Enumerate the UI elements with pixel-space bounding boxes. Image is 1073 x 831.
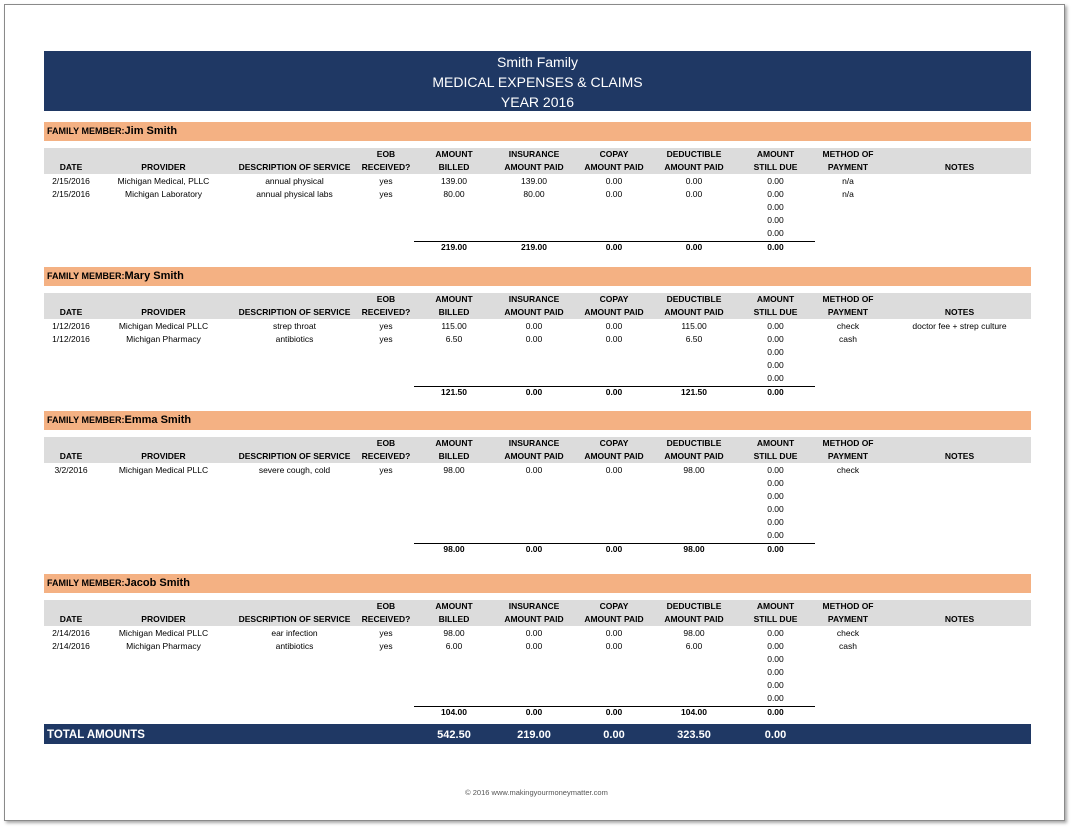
cell-copay: 0.00 — [605, 628, 623, 638]
empty-table-row — [44, 516, 1031, 529]
subtotal-insurance: 0.00 — [525, 544, 543, 554]
subtotal-row — [44, 386, 1031, 399]
cell-date: 1/12/2016 — [52, 334, 90, 344]
col-billed-header-line2: BILLED — [438, 451, 470, 461]
empty-table-row — [44, 214, 1031, 227]
cell-due: 0.00 — [767, 517, 784, 527]
cell-due: 0.00 — [767, 202, 784, 212]
col-copay-header-line2: AMOUNT PAID — [584, 614, 644, 624]
cell-description: strep throat — [273, 321, 316, 331]
cell-due: 0.00 — [767, 667, 784, 677]
cell-billed: 6.00 — [445, 641, 463, 651]
col-eob-header-line2: RECEIVED? — [361, 307, 411, 317]
cell-billed: 115.00 — [441, 321, 467, 331]
grand-total-deductible: 323.50 — [677, 729, 711, 741]
col-due-header-line1: AMOUNT — [756, 294, 795, 304]
cell-due: 0.00 — [767, 373, 784, 383]
col-date-header: DATE — [59, 614, 83, 624]
col-eob-header-line2: RECEIVED? — [361, 162, 411, 172]
table-row — [44, 188, 1031, 201]
empty-table-row — [44, 653, 1031, 666]
col-billed-header-line2: BILLED — [438, 614, 470, 624]
subtotal-copay: 0.00 — [605, 707, 623, 717]
col-billed-header-line1: AMOUNT — [435, 294, 473, 304]
cell-date: 2/15/2016 — [52, 189, 90, 199]
subtotal-insurance: 0.00 — [525, 707, 543, 717]
cell-copay: 0.00 — [605, 641, 623, 651]
empty-table-row — [44, 490, 1031, 503]
family-member-label: FAMILY MEMBER: — [47, 271, 125, 281]
col-deductible-header-line2: AMOUNT PAID — [664, 614, 724, 624]
cell-due: 0.00 — [767, 360, 784, 370]
cell-copay: 0.00 — [605, 176, 623, 186]
cell-insurance: 0.00 — [525, 628, 543, 638]
col-eob-header-line2: RECEIVED? — [361, 614, 411, 624]
cell-due: 0.00 — [767, 176, 784, 186]
cell-provider: Michigan Laboratory — [124, 189, 202, 199]
cell-due: 0.00 — [767, 491, 784, 501]
col-provider-header: PROVIDER — [141, 162, 186, 172]
col-method-header-line2: PAYMENT — [827, 614, 869, 624]
col-copay-header-line2: AMOUNT PAID — [584, 451, 644, 461]
cell-deductible: 0.00 — [685, 176, 703, 186]
col-billed-header-line1: AMOUNT — [435, 149, 473, 159]
subtotal-deductible: 98.00 — [683, 544, 705, 554]
family-member-bar — [44, 411, 1031, 430]
col-due-header-line2: STILL DUE — [753, 162, 798, 172]
grand-total-billed: 542.50 — [437, 729, 471, 741]
subtotal-deductible: 104.00 — [681, 707, 707, 717]
cell-due: 0.00 — [767, 465, 784, 475]
family-member-bar — [44, 122, 1031, 141]
cell-due: 0.00 — [767, 693, 784, 703]
col-method-header-line2: PAYMENT — [827, 162, 869, 172]
subtotal-due: 0.00 — [767, 242, 784, 252]
empty-table-row — [44, 666, 1031, 679]
cell-due: 0.00 — [767, 628, 784, 638]
col-deductible-header-line1: DEDUCTIBLE — [666, 294, 722, 304]
cell-deductible: 6.50 — [685, 334, 703, 344]
cell-insurance: 0.00 — [525, 334, 543, 344]
cell-date: 2/14/2016 — [52, 628, 90, 638]
col-due-header-line1: AMOUNT — [756, 438, 795, 448]
col-eob-header-line1: EOB — [376, 149, 396, 159]
col-billed-header-line2: BILLED — [438, 307, 470, 317]
family-member-bar — [44, 574, 1031, 593]
col-deductible-header-line2: AMOUNT PAID — [664, 451, 724, 461]
col-description-header: DESCRIPTION OF SERVICE — [238, 162, 351, 172]
cell-provider: Michigan Medical PLLC — [118, 628, 209, 638]
col-deductible-header-line1: DEDUCTIBLE — [666, 601, 722, 611]
col-method-header-line1: METHOD OF — [822, 438, 874, 448]
subtotal-deductible: 121.50 — [681, 387, 707, 397]
col-insurance-header-line2: AMOUNT PAID — [504, 307, 564, 317]
cell-notes: doctor fee + strep culture — [912, 321, 1007, 331]
col-eob-header-line1: EOB — [376, 294, 396, 304]
col-due-header-line2: STILL DUE — [753, 307, 798, 317]
col-date-header: DATE — [59, 162, 83, 172]
cell-deductible: 98.00 — [683, 628, 705, 638]
col-deductible-header-line1: DEDUCTIBLE — [666, 438, 722, 448]
col-billed-header-line2: BILLED — [438, 162, 470, 172]
family-member-name: Emma Smith — [124, 414, 192, 426]
col-insurance-header-line1: INSURANCE — [508, 438, 560, 448]
col-method-header-line1: METHOD OF — [822, 294, 874, 304]
cell-description: annual physical labs — [256, 189, 333, 199]
col-date-header: DATE — [59, 307, 83, 317]
col-method-header-line1: METHOD OF — [822, 601, 874, 611]
col-notes-header: NOTES — [944, 451, 975, 461]
cell-due: 0.00 — [767, 504, 784, 514]
cell-method: cash — [839, 641, 857, 651]
empty-table-row — [44, 201, 1031, 214]
cell-insurance: 0.00 — [525, 321, 543, 331]
col-method-header-line2: PAYMENT — [827, 451, 869, 461]
cell-method: check — [836, 321, 860, 331]
cell-description: ear infection — [271, 628, 318, 638]
col-copay-header-line1: COPAY — [599, 294, 629, 304]
empty-table-row — [44, 227, 1031, 240]
cell-insurance: 0.00 — [525, 641, 543, 651]
subtotal-copay: 0.00 — [605, 387, 623, 397]
cell-deductible: 115.00 — [681, 321, 707, 331]
subtotal-copay: 0.00 — [605, 544, 623, 554]
cell-due: 0.00 — [767, 654, 784, 664]
cell-method: check — [836, 465, 860, 475]
cell-billed: 80.00 — [443, 189, 465, 199]
cell-due: 0.00 — [767, 530, 784, 540]
cell-copay: 0.00 — [605, 465, 623, 475]
cell-due: 0.00 — [767, 215, 784, 225]
grand-total-label: TOTAL AMOUNTS — [47, 729, 145, 741]
cell-billed: 98.00 — [443, 628, 465, 638]
col-method-header-line1: METHOD OF — [822, 149, 874, 159]
col-description-header: DESCRIPTION OF SERVICE — [238, 614, 351, 624]
cell-due: 0.00 — [767, 334, 784, 344]
grand-total-insurance: 219.00 — [517, 729, 551, 741]
col-insurance-header-line1: INSURANCE — [508, 149, 560, 159]
cell-copay: 0.00 — [605, 334, 623, 344]
col-copay-header-line2: AMOUNT PAID — [584, 307, 644, 317]
col-description-header: DESCRIPTION OF SERVICE — [238, 307, 351, 317]
col-copay-header-line1: COPAY — [599, 601, 629, 611]
subtotal-billed: 121.50 — [441, 387, 467, 397]
cell-description: severe cough, cold — [258, 465, 331, 475]
cell-method: cash — [839, 334, 857, 344]
cell-provider: Michigan Medical PLLC — [118, 465, 209, 475]
cell-eob: yes — [379, 176, 393, 186]
col-due-header-line1: AMOUNT — [756, 149, 795, 159]
cell-date: 1/12/2016 — [52, 321, 90, 331]
grand-total-copay: 0.00 — [603, 729, 625, 741]
col-eob-header-line2: RECEIVED? — [361, 451, 411, 461]
col-insurance-header-line2: AMOUNT PAID — [504, 162, 564, 172]
grand-total-bar — [44, 724, 1031, 744]
col-insurance-header-line1: INSURANCE — [508, 601, 560, 611]
cell-date: 2/15/2016 — [52, 176, 90, 186]
table-row — [44, 320, 1031, 333]
col-provider-header: PROVIDER — [141, 451, 186, 461]
cell-due: 0.00 — [767, 347, 784, 357]
column-header-row — [44, 437, 1031, 463]
table-row — [44, 464, 1031, 477]
cell-due: 0.00 — [767, 228, 784, 238]
table-row — [44, 640, 1031, 653]
subtotal-deductible: 0.00 — [685, 242, 703, 252]
col-notes-header: NOTES — [944, 307, 975, 317]
report-title: MEDICAL EXPENSES & CLAIMS — [432, 74, 643, 90]
cell-provider: Michigan Pharmacy — [126, 641, 201, 651]
cell-due: 0.00 — [767, 680, 784, 690]
cell-copay: 0.00 — [605, 321, 623, 331]
col-description-header: DESCRIPTION OF SERVICE — [238, 451, 351, 461]
family-member-label: FAMILY MEMBER: — [47, 126, 125, 136]
subtotal-due: 0.00 — [767, 544, 784, 554]
cell-due: 0.00 — [767, 189, 784, 199]
subtotal-billed: 98.00 — [443, 544, 465, 554]
subtotal-row — [44, 241, 1031, 254]
table-row — [44, 627, 1031, 640]
cell-method: n/a — [842, 189, 854, 199]
grand-total-due: 0.00 — [764, 729, 787, 741]
report-year: YEAR 2016 — [500, 94, 575, 110]
col-notes-header: NOTES — [944, 162, 975, 172]
col-provider-header: PROVIDER — [141, 614, 186, 624]
col-due-header-line2: STILL DUE — [753, 614, 798, 624]
cell-description: antibiotics — [275, 334, 314, 344]
col-eob-header-line1: EOB — [376, 601, 396, 611]
copyright-footer: © 2016 www.makingyourmoneymatter.com — [465, 788, 608, 797]
cell-due: 0.00 — [767, 641, 784, 651]
col-billed-header-line1: AMOUNT — [435, 601, 473, 611]
table-row — [44, 175, 1031, 188]
cell-eob: yes — [379, 641, 393, 651]
cell-insurance: 139.00 — [521, 176, 547, 186]
cell-billed: 139.00 — [441, 176, 467, 186]
col-deductible-header-line2: AMOUNT PAID — [664, 307, 724, 317]
col-copay-header-line2: AMOUNT PAID — [584, 162, 644, 172]
column-header-row — [44, 600, 1031, 626]
col-eob-header-line1: EOB — [376, 438, 396, 448]
cell-description: antibiotics — [275, 641, 314, 651]
col-due-header-line2: STILL DUE — [753, 451, 798, 461]
empty-table-row — [44, 477, 1031, 490]
col-billed-header-line1: AMOUNT — [435, 438, 473, 448]
col-insurance-header-line1: INSURANCE — [508, 294, 560, 304]
cell-eob: yes — [379, 334, 393, 344]
cell-date: 3/2/2016 — [54, 465, 88, 475]
cell-description: annual physical — [265, 176, 324, 186]
subtotal-billed: 219.00 — [441, 242, 467, 252]
cell-provider: Michigan Medical PLLC — [118, 321, 209, 331]
col-deductible-header-line2: AMOUNT PAID — [664, 162, 724, 172]
empty-table-row — [44, 359, 1031, 372]
cell-method: n/a — [842, 176, 854, 186]
table-row — [44, 333, 1031, 346]
subtotal-insurance: 0.00 — [525, 387, 543, 397]
cell-method: check — [836, 628, 860, 638]
subtotal-copay: 0.00 — [605, 242, 623, 252]
cell-date: 2/14/2016 — [52, 641, 90, 651]
cell-eob: yes — [379, 465, 393, 475]
subtotal-due: 0.00 — [767, 707, 784, 717]
col-date-header: DATE — [59, 451, 83, 461]
col-copay-header-line1: COPAY — [599, 438, 629, 448]
family-member-label: FAMILY MEMBER: — [47, 578, 125, 588]
empty-table-row — [44, 529, 1031, 542]
col-due-header-line1: AMOUNT — [756, 601, 795, 611]
column-header-row — [44, 148, 1031, 174]
family-member-name: Mary Smith — [124, 270, 184, 282]
family-member-name: Jim Smith — [124, 125, 178, 137]
subtotal-row — [44, 543, 1031, 556]
cell-copay: 0.00 — [605, 189, 623, 199]
empty-table-row — [44, 372, 1031, 385]
cell-provider: Michigan Pharmacy — [126, 334, 201, 344]
cell-due: 0.00 — [767, 321, 784, 331]
cell-billed: 98.00 — [443, 465, 465, 475]
subtotal-billed: 104.00 — [441, 707, 467, 717]
cell-provider: Michigan Medical, PLLC — [117, 176, 210, 186]
subtotal-insurance: 219.00 — [521, 242, 547, 252]
empty-table-row — [44, 679, 1031, 692]
col-insurance-header-line2: AMOUNT PAID — [504, 451, 564, 461]
family-member-bar — [44, 267, 1031, 286]
family-name-title: Smith Family — [497, 54, 578, 70]
col-insurance-header-line2: AMOUNT PAID — [504, 614, 564, 624]
empty-table-row — [44, 692, 1031, 705]
cell-deductible: 0.00 — [685, 189, 703, 199]
subtotal-row — [44, 706, 1031, 719]
cell-eob: yes — [379, 321, 393, 331]
cell-deductible: 6.00 — [685, 641, 703, 651]
col-deductible-header-line1: DEDUCTIBLE — [666, 149, 722, 159]
cell-insurance: 0.00 — [525, 465, 543, 475]
cell-billed: 6.50 — [445, 334, 463, 344]
cell-insurance: 80.00 — [523, 189, 545, 199]
cell-deductible: 98.00 — [683, 465, 705, 475]
col-method-header-line2: PAYMENT — [827, 307, 869, 317]
cell-due: 0.00 — [767, 478, 784, 488]
report-title-block — [44, 51, 1031, 111]
column-header-row — [44, 293, 1031, 319]
col-copay-header-line1: COPAY — [599, 149, 629, 159]
empty-table-row — [44, 346, 1031, 359]
empty-table-row — [44, 503, 1031, 516]
subtotal-due: 0.00 — [767, 387, 784, 397]
family-member-label: FAMILY MEMBER: — [47, 415, 125, 425]
cell-eob: yes — [379, 628, 393, 638]
col-provider-header: PROVIDER — [141, 307, 186, 317]
cell-eob: yes — [379, 189, 393, 199]
family-member-name: Jacob Smith — [124, 577, 190, 589]
col-notes-header: NOTES — [944, 614, 975, 624]
